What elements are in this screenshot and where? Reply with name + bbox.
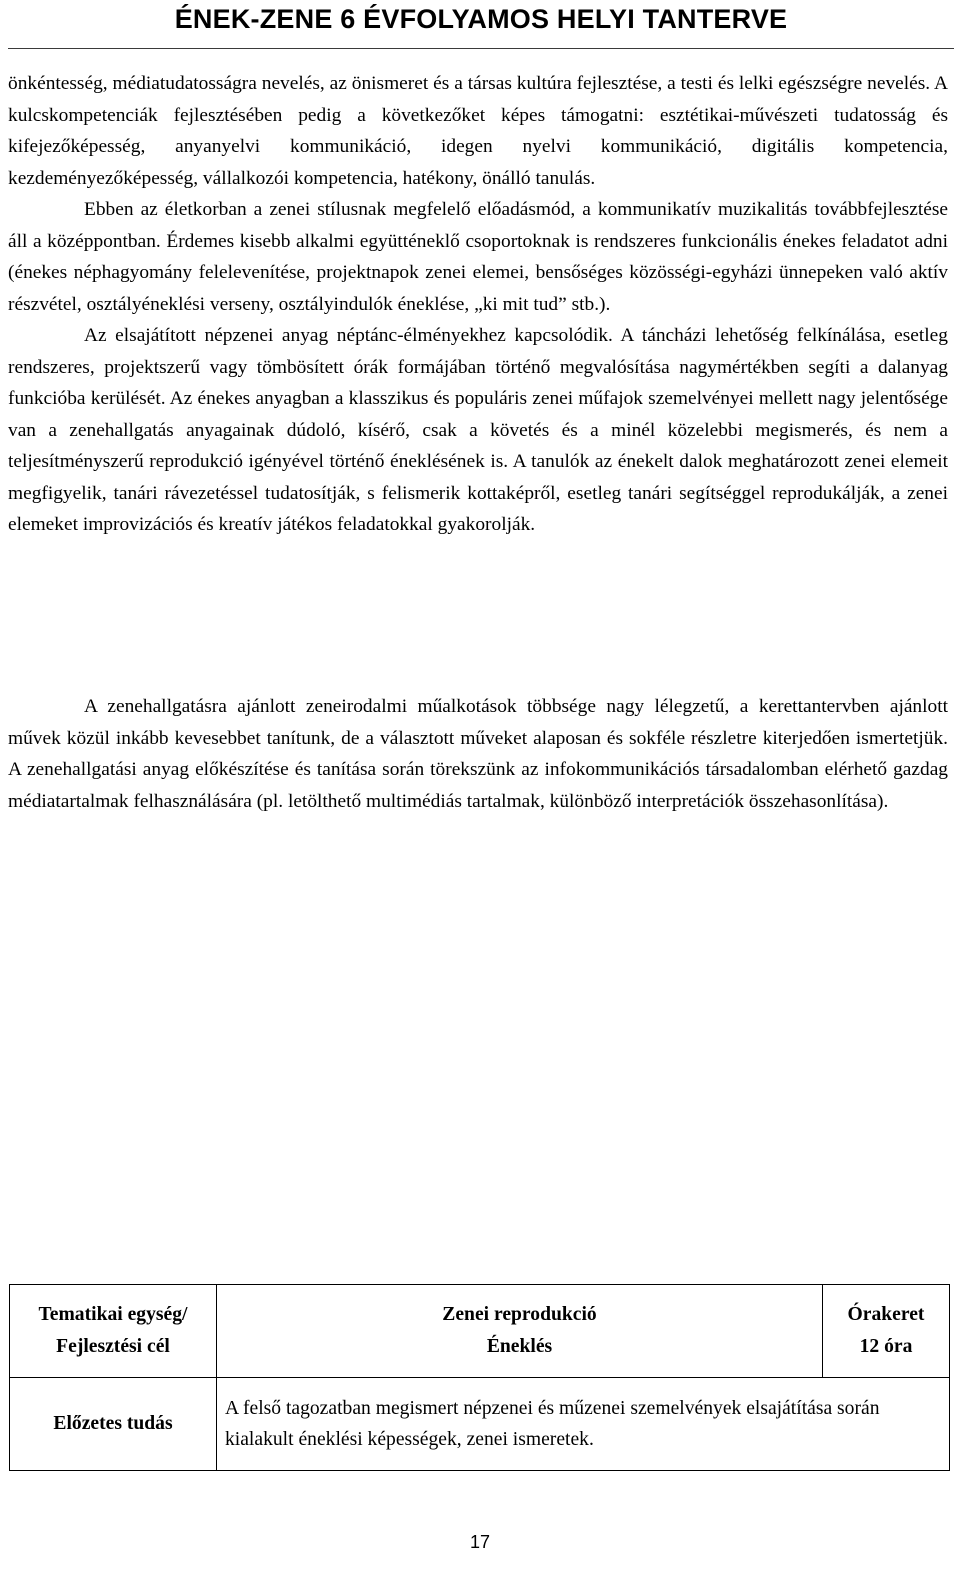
hours-cell: [823, 1285, 950, 1378]
thematic-unit-label-cell: [10, 1285, 217, 1378]
body-text-block-listening: [8, 691, 948, 817]
unit-title: Zenei reprodukció: [442, 1304, 597, 1325]
prior-knowledge-description: A felső tagozatban megismert népzenei és műzenei szemelvények elsajátítása során kialakult éneklési képességek, zenei ismeretek.: [217, 1378, 950, 1471]
paragraph-folk-music: Az elsajátított népzenei anyag néptánc-élményekhez kapcsolódik. A táncházi lehetőség felkínálása, esetleg rendszeres, projektszerű vagy tömbösített órák formájában történő megvalósítása nagymértékben segíti a dalanyag funkcióba kerülését. Az énekes anyagban a klasszikus és populáris zenei műfajok szemelvényei mellett nagy jelentősége van a zenehallgatás anyagainak dúdoló, kísérő, csak a követés és a minél közelebbi megismerés, és nem a teljesítményszerű reprodukció igényével történő éneklésének is. A tanulók az énekelt dalok meghatározott zenei elemeit megfigyelik, tanári rávezetéssel tudatosítják, s felismerik kottaképről, esetleg tanári segítséggel reprodukálják, a zenei elemeket improvizációs és kreatív játékos feladatokkal gyakorolják.: [8, 325, 948, 535]
paragraph-performance: Ebben az életkorban a zenei stílusnak megfelelő előadásmód, a kommunikatív muzikalitás továbbfejlesztése áll a középpontban. Érdemes kisebb alkalmi együtténeklő csoportoknak is rendszeres funkcionális énekes feladatot adni (énekes néphagyomány felelevenítése, projektnapok zenei elemei, bensőséges közösségi-egyházi ünnepeken való aktív részvétel, osztályéneklési verseny, osztályindulók éneklése, „ki mit tud” stb.).: [8, 199, 948, 315]
table-row: [10, 1378, 950, 1471]
page-number: 17: [469, 1532, 491, 1552]
prior-knowledge-label: Előzetes tudás: [10, 1378, 217, 1471]
hours-label: Órakeret: [847, 1304, 925, 1325]
hours-value: 12 óra: [859, 1336, 913, 1357]
table-row: [10, 1285, 950, 1378]
thematic-unit-table: [9, 1284, 950, 1471]
development-goal-label: Fejlesztési cél: [56, 1336, 170, 1357]
document-title: ÉNEK-ZENE 6 ÉVFOLYAMOS HELYI TANTERVE: [174, 4, 788, 34]
thematic-unit-label: Tematikai egység/: [38, 1304, 188, 1325]
body-text-block: [8, 68, 948, 541]
paragraph-competencies: önkéntesség, médiatudatosságra nevelés, az önismeret és a társas kultúra fejlesztése, a testi és lelki egészségre nevelés. A kulcskompetenciák fejlesztésében pedig a következőket képes támogatni: esztétikai-művészeti tudatosság és kifejezőképesség, anyanyelvi kommunikáció, idegen nyelvi kommunikáció, digitális kompetencia, kezdeményezőképesség, vállalkozói kompetencia, hatékony, önálló tanulás.: [8, 73, 948, 189]
unit-subtitle: Éneklés: [486, 1336, 553, 1357]
unit-title-cell: [217, 1285, 823, 1378]
page-header: [8, 0, 954, 49]
paragraph-music-listening: A zenehallgatásra ajánlott zeneirodalmi műalkotások többsége nagy lélegzetű, a kerettantervben ajánlott művek közül inkább kevesebbet tanítunk, de a választott műveket alaposan és sokféle részletre kiterjedően ismertetjük. A zenehallgatási anyag előkészítése és tanítása során törekszünk az infokommunikációs társadalomban elérhető gazdag médiatartalmak felhasználására (pl. letölthető multimédiás tartalmak, különböző interpretációk összehasonlítása).: [8, 696, 948, 812]
